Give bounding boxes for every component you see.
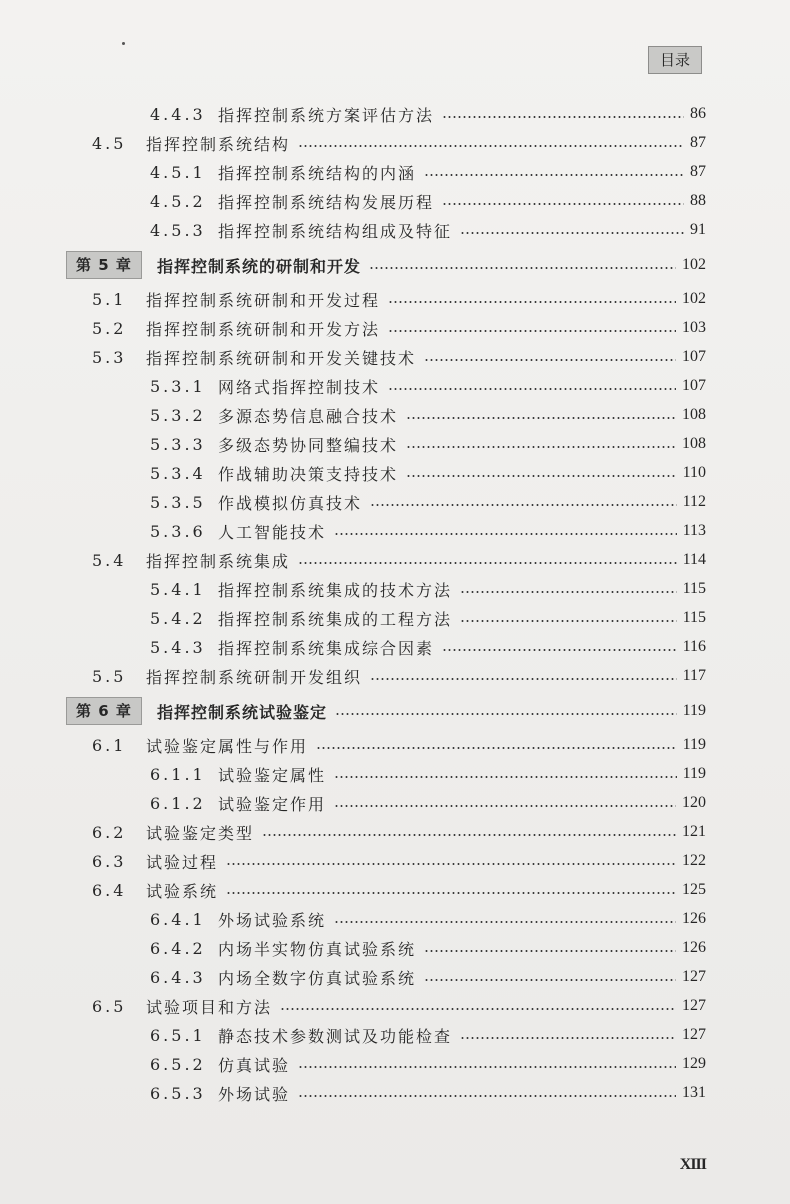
entry-number: 4.5.3 xyxy=(150,220,206,240)
entry-title: 试验鉴定作用 xyxy=(218,794,327,814)
entry-title: 试验鉴定属性与作用 xyxy=(146,736,309,756)
entry-number: 5.4 xyxy=(92,550,127,570)
entry-page-number: 91 xyxy=(690,221,706,238)
entry-title: 仿真试验 xyxy=(218,1055,291,1075)
entry-page-number: 121 xyxy=(682,823,706,840)
leader-dots xyxy=(442,649,677,651)
leader-dots xyxy=(442,203,684,205)
leader-dots xyxy=(460,232,684,234)
entry-number: 6.5.3 xyxy=(150,1083,206,1103)
leader-dots xyxy=(298,562,677,564)
entry-title: 指挥控制系统研制和开发过程 xyxy=(146,290,381,310)
entry-page-number: 102 xyxy=(682,290,706,307)
toc-subsection-entry xyxy=(0,517,790,545)
leader-dots xyxy=(335,713,677,715)
entry-title: 试验项目和方法 xyxy=(146,997,273,1017)
entry-title: 指挥控制系统方案评估方法 xyxy=(218,105,435,125)
entry-title: 指挥控制系统结构发展历程 xyxy=(218,192,435,212)
entry-title: 作战模拟仿真技术 xyxy=(218,493,363,513)
entry-number: 6.5 xyxy=(92,996,127,1016)
toc-section-entry xyxy=(0,662,790,690)
toc-subsection-entry xyxy=(0,488,790,516)
entry-title: 网络式指挥控制技术 xyxy=(218,377,381,397)
entry-number: 4.5.2 xyxy=(150,191,206,211)
entry-number: 5.3.2 xyxy=(150,405,206,425)
toc-subsection-entry xyxy=(0,934,790,962)
entry-title: 试验过程 xyxy=(146,852,219,872)
entry-page-number: 115 xyxy=(682,609,706,626)
toc-subsection-entry xyxy=(0,430,790,458)
entry-page-number: 107 xyxy=(682,377,706,394)
entry-number: 6.3 xyxy=(92,851,127,871)
toc-subsection-entry xyxy=(0,760,790,788)
entry-page-number: 119 xyxy=(682,736,706,753)
entry-number: 6.1.1 xyxy=(150,764,206,784)
leader-dots xyxy=(424,174,684,176)
entry-title: 指挥控制系统试验鉴定 xyxy=(157,702,328,722)
toc-section-entry xyxy=(0,876,790,904)
entry-page-number: 119 xyxy=(682,765,706,782)
entry-title: 试验鉴定类型 xyxy=(146,823,255,843)
entry-number: 5.1 xyxy=(92,289,127,309)
entry-number: 第 6 章 xyxy=(66,697,142,725)
entry-title: 作战辅助决策支持技术 xyxy=(218,464,399,484)
entry-page-number: 87 xyxy=(690,163,706,180)
entry-number: 6.4.3 xyxy=(150,967,206,987)
leader-dots xyxy=(406,417,676,419)
toc-chapter-entry xyxy=(0,697,790,725)
entry-title: 指挥控制系统结构的内涵 xyxy=(218,163,417,183)
entry-number: 5.3 xyxy=(92,347,127,367)
entry-title: 外场试验 xyxy=(218,1084,291,1104)
entry-title: 指挥控制系统研制和开发方法 xyxy=(146,319,381,339)
entry-page-number: 86 xyxy=(690,105,706,122)
entry-title: 静态技术参数测试及功能检查 xyxy=(218,1026,453,1046)
leader-dots xyxy=(262,834,676,836)
leader-dots xyxy=(460,1037,676,1039)
leader-dots xyxy=(370,504,677,506)
entry-page-number: 113 xyxy=(682,522,706,539)
entry-number: 5.3.1 xyxy=(150,376,206,396)
leader-dots xyxy=(406,475,677,477)
entry-page-number: 114 xyxy=(682,551,706,568)
entry-page-number: 125 xyxy=(682,881,706,898)
entry-page-number: 127 xyxy=(682,997,706,1014)
entry-page-number: 108 xyxy=(682,406,706,423)
entry-page-number: 107 xyxy=(682,348,706,365)
leader-dots xyxy=(388,388,676,390)
entry-title: 指挥控制系统集成的工程方法 xyxy=(218,609,453,629)
leader-dots xyxy=(424,979,676,981)
toc-section-entry xyxy=(0,129,790,157)
entry-title: 试验系统 xyxy=(146,881,219,901)
entry-title: 多级态势协同整编技术 xyxy=(218,435,399,455)
toc-subsection-entry xyxy=(0,604,790,632)
entry-number: 6.5.1 xyxy=(150,1025,206,1045)
entry-page-number: 115 xyxy=(682,580,706,597)
entry-number: 6.4 xyxy=(92,880,127,900)
entry-number: 4.4.3 xyxy=(150,104,206,124)
entry-title: 指挥控制系统研制开发组织 xyxy=(146,667,363,687)
entry-title: 指挥控制系统集成的技术方法 xyxy=(218,580,453,600)
entry-title: 指挥控制系统研制和开发关键技术 xyxy=(146,348,417,368)
leader-dots xyxy=(334,533,677,535)
entry-number: 5.5 xyxy=(92,666,127,686)
entry-title: 指挥控制系统集成 xyxy=(146,551,291,571)
entry-number: 5.3.4 xyxy=(150,463,206,483)
entry-number: 5.4.2 xyxy=(150,608,206,628)
toc-subsection-entry xyxy=(0,1079,790,1107)
entry-page-number: 129 xyxy=(682,1055,706,1072)
toc-section-entry xyxy=(0,992,790,1020)
entry-number: 6.5.2 xyxy=(150,1054,206,1074)
entry-page-number: 119 xyxy=(682,702,706,719)
entry-page-number: 131 xyxy=(682,1084,706,1101)
entry-page-number: 112 xyxy=(682,493,706,510)
toc-chapter-entry xyxy=(0,251,790,279)
entry-number: 第 5 章 xyxy=(66,251,142,279)
leader-dots xyxy=(280,1008,676,1010)
entry-number: 4.5.1 xyxy=(150,162,206,182)
entry-number: 6.2 xyxy=(92,822,127,842)
leader-dots xyxy=(424,950,676,952)
leader-dots xyxy=(460,620,677,622)
toc-subsection-entry xyxy=(0,401,790,429)
toc-subsection-entry xyxy=(0,187,790,215)
toc-section-entry xyxy=(0,314,790,342)
toc-subsection-entry xyxy=(0,1050,790,1078)
toc-section-entry xyxy=(0,818,790,846)
entry-page-number: 126 xyxy=(682,939,706,956)
entry-title: 内场全数字仿真试验系统 xyxy=(218,968,417,988)
leader-dots xyxy=(406,446,676,448)
toc-subsection-entry xyxy=(0,963,790,991)
toc-section-entry xyxy=(0,546,790,574)
entry-number: 5.4.3 xyxy=(150,637,206,657)
entry-title: 指挥控制系统集成综合因素 xyxy=(218,638,435,658)
ink-speck xyxy=(122,42,125,45)
section-tab-contents: 目录 xyxy=(648,46,702,74)
leader-dots xyxy=(388,301,676,303)
leader-dots xyxy=(388,330,676,332)
entry-page-number: 127 xyxy=(682,1026,706,1043)
entry-title: 内场半实物仿真试验系统 xyxy=(218,939,417,959)
leader-dots xyxy=(334,776,677,778)
toc-section-entry xyxy=(0,343,790,371)
entry-number: 4.5 xyxy=(92,133,127,153)
entry-title: 试验鉴定属性 xyxy=(218,765,327,785)
leader-dots xyxy=(334,921,676,923)
leader-dots xyxy=(316,747,677,749)
page-number-footer: XIII xyxy=(679,1156,706,1173)
toc-subsection-entry xyxy=(0,905,790,933)
entry-number: 6.4.2 xyxy=(150,938,206,958)
leader-dots xyxy=(226,892,676,894)
entry-number: 6.1.2 xyxy=(150,793,206,813)
entry-page-number: 103 xyxy=(682,319,706,336)
leader-dots xyxy=(298,1095,676,1097)
entry-number: 6.1 xyxy=(92,735,127,755)
leader-dots xyxy=(460,591,677,593)
toc-subsection-entry xyxy=(0,1021,790,1049)
leader-dots xyxy=(424,359,676,361)
entry-page-number: 110 xyxy=(682,464,706,481)
toc-section-entry xyxy=(0,847,790,875)
toc-section-entry xyxy=(0,285,790,313)
leader-dots xyxy=(334,805,676,807)
toc-subsection-entry xyxy=(0,575,790,603)
entry-number: 5.3.5 xyxy=(150,492,206,512)
entry-title: 多源态势信息融合技术 xyxy=(218,406,399,426)
toc-subsection-entry xyxy=(0,158,790,186)
leader-dots xyxy=(226,863,676,865)
entry-title: 指挥控制系统结构 xyxy=(146,134,291,154)
entry-number: 5.2 xyxy=(92,318,127,338)
toc-subsection-entry xyxy=(0,372,790,400)
toc-subsection-entry xyxy=(0,633,790,661)
entry-page-number: 108 xyxy=(682,435,706,452)
entry-number: 5.3.6 xyxy=(150,521,206,541)
toc-subsection-entry xyxy=(0,216,790,244)
toc-section-entry xyxy=(0,731,790,759)
entry-page-number: 120 xyxy=(682,794,706,811)
leader-dots xyxy=(369,267,676,269)
toc-subsection-entry xyxy=(0,100,790,128)
leader-dots xyxy=(370,678,677,680)
leader-dots xyxy=(298,1066,676,1068)
entry-title: 人工智能技术 xyxy=(218,522,327,542)
entry-number: 6.4.1 xyxy=(150,909,206,929)
entry-page-number: 87 xyxy=(690,134,706,151)
entry-page-number: 122 xyxy=(682,852,706,869)
entry-page-number: 116 xyxy=(682,638,706,655)
entry-title: 指挥控制系统的研制和开发 xyxy=(157,256,362,276)
entry-number: 5.4.1 xyxy=(150,579,206,599)
leader-dots xyxy=(442,116,684,118)
entry-page-number: 126 xyxy=(682,910,706,927)
entry-title: 指挥控制系统结构组成及特征 xyxy=(218,221,453,241)
entry-page-number: 102 xyxy=(682,256,706,273)
toc-subsection-entry xyxy=(0,459,790,487)
leader-dots xyxy=(298,145,684,147)
entry-title: 外场试验系统 xyxy=(218,910,327,930)
entry-page-number: 127 xyxy=(682,968,706,985)
entry-number: 5.3.3 xyxy=(150,434,206,454)
entry-page-number: 117 xyxy=(682,667,706,684)
toc-subsection-entry xyxy=(0,789,790,817)
entry-page-number: 88 xyxy=(690,192,706,209)
